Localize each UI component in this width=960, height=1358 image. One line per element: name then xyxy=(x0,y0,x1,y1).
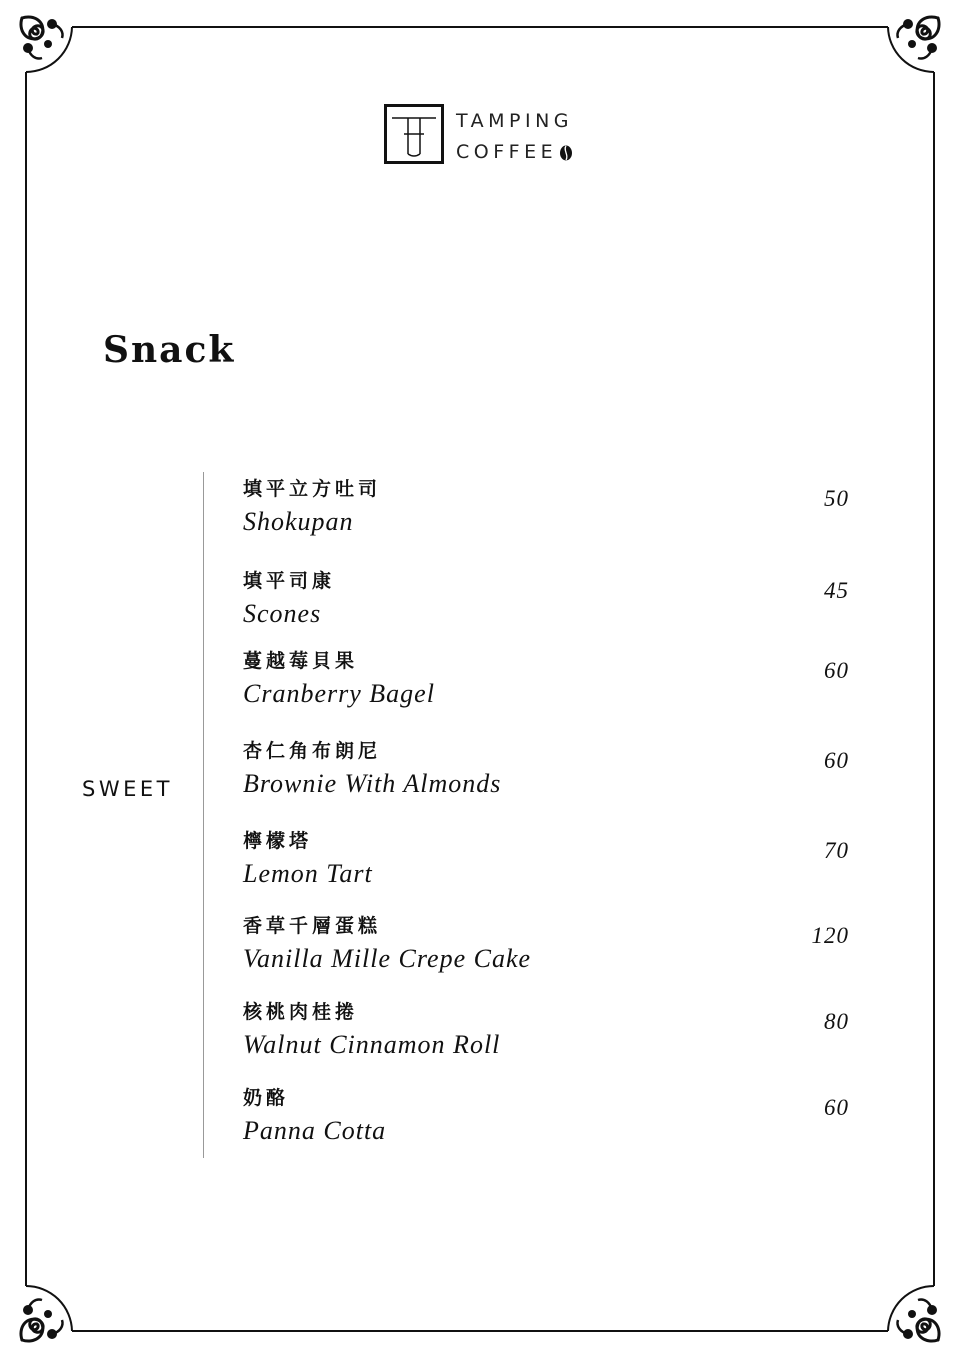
item-name-en: Lemon Tart xyxy=(243,859,373,888)
item-name-en: Vanilla Mille Crepe Cake xyxy=(243,944,532,973)
brand-line-2-row xyxy=(456,137,573,168)
item-price: 80 xyxy=(824,1009,849,1034)
item-price: 60 xyxy=(824,1095,849,1120)
brand-logo xyxy=(384,104,573,168)
item-name-en: Panna Cotta xyxy=(243,1116,387,1145)
section-title: Snack xyxy=(103,329,236,371)
item-price: 60 xyxy=(824,658,849,683)
item-price: 70 xyxy=(824,838,849,863)
item-name-zh: 核桃肉桂捲 xyxy=(243,1001,359,1023)
monogram-icon xyxy=(384,104,444,164)
item-name-zh: 香草千層蛋糕 xyxy=(243,915,382,937)
item-price: 60 xyxy=(824,748,849,773)
item-name-en: Walnut Cinnamon Roll xyxy=(243,1030,501,1059)
brand-line-1: TAMPING xyxy=(456,110,574,132)
corner-ornament-bottom-right-icon xyxy=(897,1299,939,1341)
item-price: 50 xyxy=(824,486,849,511)
item-name-en: Brownie With Almonds xyxy=(243,769,502,798)
item-name-zh: 填平立方吐司 xyxy=(243,478,382,500)
menu-item xyxy=(243,997,853,1077)
menu-item xyxy=(243,474,853,554)
item-name-zh: 奶酪 xyxy=(243,1087,290,1109)
item-price: 45 xyxy=(824,578,849,603)
item-name-zh: 杏仁角布朗尼 xyxy=(243,740,382,762)
menu-item xyxy=(243,826,853,906)
item-name-en: Shokupan xyxy=(243,507,354,536)
item-name-en: Scones xyxy=(243,599,322,628)
menu-item xyxy=(243,1083,853,1163)
menu-item xyxy=(243,646,853,726)
item-price: 120 xyxy=(811,923,849,948)
brand-name xyxy=(456,106,573,168)
item-name-zh: 填平司康 xyxy=(243,570,336,592)
item-name-en: Cranberry Bagel xyxy=(243,679,435,708)
brand-line-2: COFFEE xyxy=(456,141,558,163)
category-label: SWEET xyxy=(82,777,173,801)
item-name-zh: 檸檬塔 xyxy=(243,830,313,852)
category-divider xyxy=(203,472,204,1158)
menu-item xyxy=(243,566,853,646)
corner-ornament-bottom-left-icon xyxy=(21,1299,63,1341)
menu-item xyxy=(243,736,853,816)
coffee-bean-icon xyxy=(559,145,573,161)
corner-ornament-top-left-icon xyxy=(21,17,63,59)
item-name-zh: 蔓越莓貝果 xyxy=(243,650,359,672)
corner-ornament-top-right-icon xyxy=(897,17,939,59)
menu-item xyxy=(243,911,853,991)
